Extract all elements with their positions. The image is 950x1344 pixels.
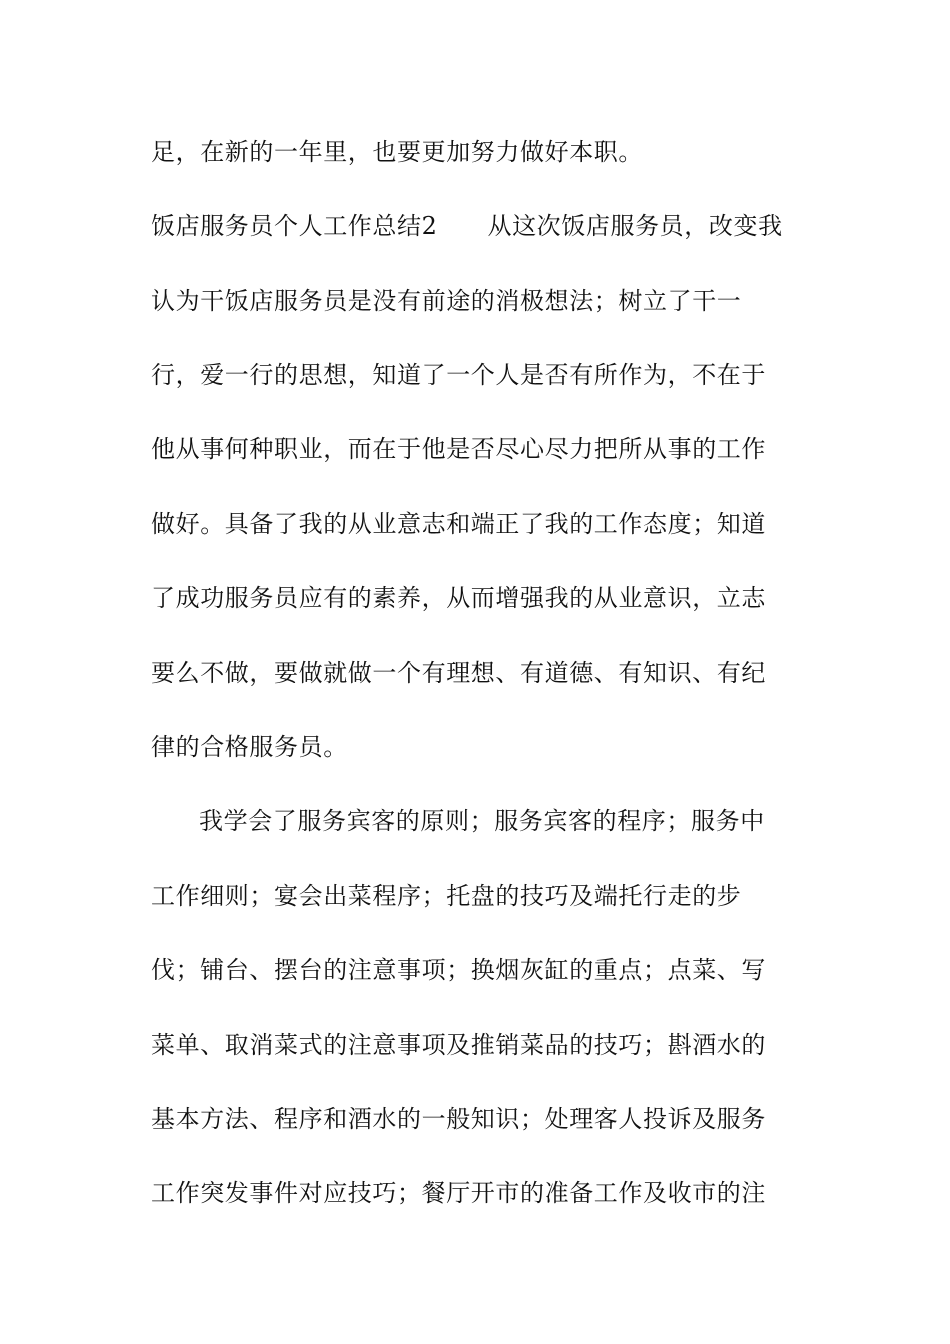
text-line: 工作细则；宴会出菜程序；托盘的技巧及端托行走的步 <box>151 882 742 910</box>
text-line: 工作突发事件对应技巧；餐厅开市的准备工作及收市的注 <box>151 1179 766 1207</box>
section-title: 饭店服务员个人工作总结2 <box>151 212 438 240</box>
text-line: 足，在新的一年里，也要更加努力做好本职。 <box>151 138 643 166</box>
section-first-text: 从这次饭店服务员，改变我 <box>487 212 783 240</box>
text-line: 他从事何种职业，而在于他是否尽心尽力把所从事的工作 <box>151 435 766 463</box>
text-line: 伐；铺台、摆台的注意事项；换烟灰缸的重点；点菜、写 <box>151 956 766 984</box>
paragraph-start-line: 我学会了服务宾客的原则；服务宾客的程序；服务中 <box>199 807 765 835</box>
text-line: 律的合格服务员。 <box>151 733 348 761</box>
text-line: 菜单、取消菜式的注意事项及推销菜品的技巧；斟酒水的 <box>151 1031 766 1059</box>
text-line: 做好。具备了我的从业意志和端正了我的工作态度；知道 <box>151 510 766 538</box>
text-line: 认为干饭店服务员是没有前途的消极想法；树立了干一 <box>151 287 742 315</box>
text-line: 行，爱一行的思想，知道了一个人是否有所作为，不在于 <box>151 361 766 389</box>
text-line: 了成功服务员应有的素养，从而增强我的从业意识，立志 <box>151 584 766 612</box>
section-heading-line <box>151 211 783 241</box>
text-line: 基本方法、程序和酒水的一般知识；处理客人投诉及服务 <box>151 1105 766 1133</box>
text-line: 要么不做，要做就做一个有理想、有道德、有知识、有纪 <box>151 659 766 687</box>
